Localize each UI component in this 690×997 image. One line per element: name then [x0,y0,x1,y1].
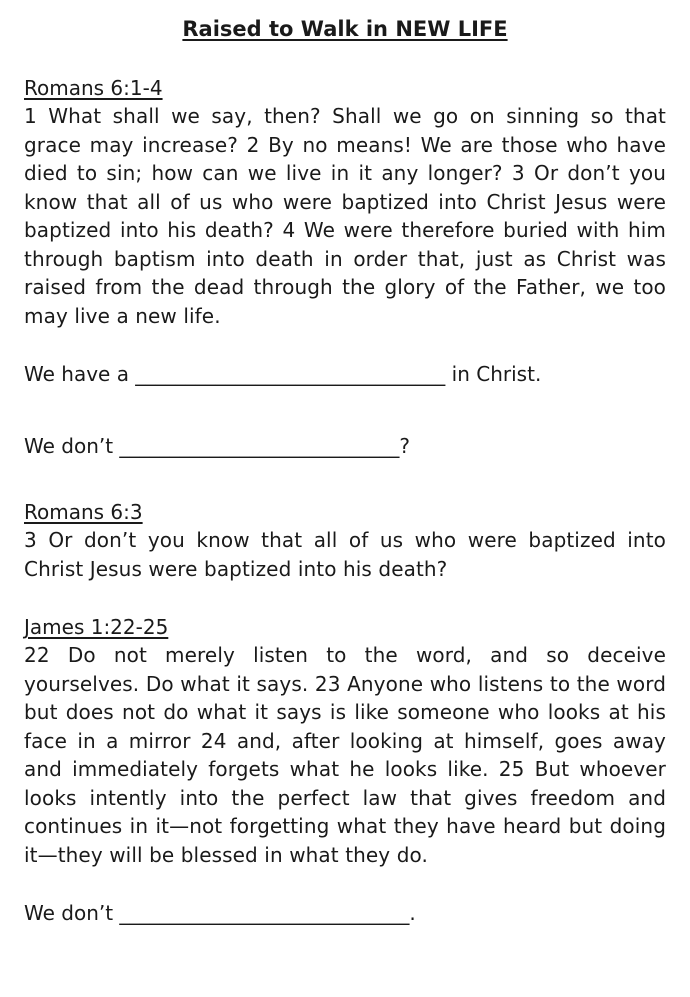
spacer [24,388,666,432]
fill-in-blank-new-life: We have a _______________________________ in Christ. [24,362,542,386]
spacer [24,869,666,899]
spacer [24,583,666,613]
scripture-passage-romans-6-3: 3 Or don’t you know that all of us who were baptized into Christ Jesus were baptized into his death? [24,528,666,581]
page-title: Raised to Walk in NEW LIFE [182,17,508,41]
scripture-passage-romans-6-1-4: 1 What shall we say, then? Shall we go on sinning so that grace may increase? 2 By no means! We are those who have died to sin; how can we live in it any longer? 3 Or don’t you know that all of us who were baptized into Christ Jesus were baptized into his death? 4 We were therefore buried with him through baptism into death in order that, just as Christ was raised from the dead through the glory of the Father, we too may live a new life. [24,104,666,328]
fill-in-blank-question: We don’t ____________________________? [24,434,411,458]
spacer [24,330,666,360]
worksheet-page [24,14,666,927]
fill-in-blank-final: We don’t _____________________________. [24,901,416,925]
scripture-reference-romans-6-1-4: Romans 6:1-4 [24,76,163,100]
scripture-reference-romans-6-3: Romans 6:3 [24,500,143,524]
scripture-reference-james-1-22-25: James 1:22-25 [24,615,169,639]
scripture-passage-james-1-22-25: 22 Do not merely listen to the word, and so deceive yourselves. Do what it says. 23 Anyone who listens to the word but does not do what it says is like someone who looks at his face in a mirror 24 and, after looking at himself, goes away and immediately forgets what he looks like. 25 But whoever looks intently into the perfect law that gives freedom and continues in it—not forgetting what they have heard but doing it—they will be blessed in what they do. [24,643,666,867]
spacer [24,460,666,498]
